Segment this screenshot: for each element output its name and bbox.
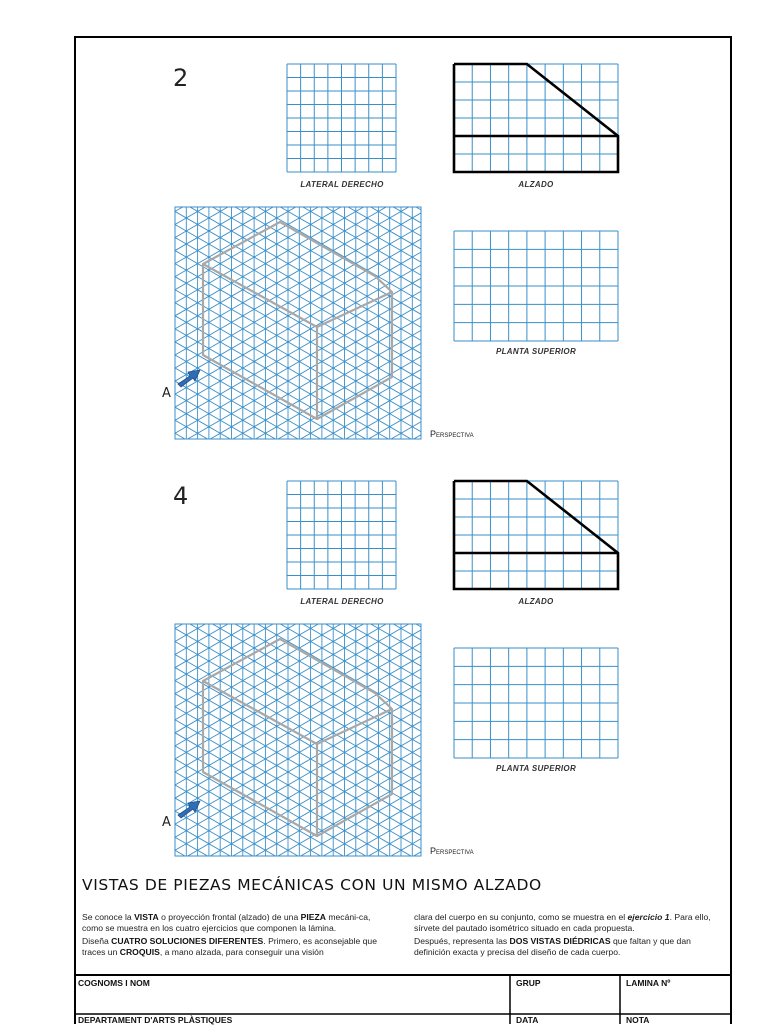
text-run-emphasis: CROQUIS (119, 947, 160, 957)
instructions-paragraph (414, 936, 726, 958)
planta-superior-label-4: PLANTA SUPERIOR (495, 764, 577, 773)
text-run-emphasis: DOS VISTAS DIÉDRICAS (509, 936, 611, 946)
instructions-paragraph (82, 936, 388, 958)
text-run: o proyección frontal (alzado) de una (158, 912, 301, 922)
group-field-label: GRUP (516, 978, 541, 988)
instructions-paragraph (82, 912, 388, 934)
lateral-derecho-grid-4 (287, 481, 396, 589)
text-run-emphasis: CUATRO SOLUCIONES DIFERENTES (111, 936, 264, 946)
instructions-column-2 (414, 912, 726, 960)
grade-field-label: NOTA (626, 1015, 650, 1025)
title-block (74, 974, 732, 1024)
view-direction-arrow-4 (178, 801, 200, 818)
lateral-derecho-label-2: LATERAL DERECHO (300, 180, 384, 189)
text-run: . Para ello, sírvete del pautado isométrico situado en cada propuesta. (414, 912, 711, 933)
planta-superior-grid-4 (454, 648, 618, 758)
view-arrow-label-4: A (162, 815, 171, 830)
text-run-italic: ejercicio 1 (627, 912, 670, 922)
text-run: Se conoce la (82, 912, 135, 922)
planta-superior-grid-2 (454, 231, 618, 341)
isometric-grid-2 (175, 0, 421, 954)
perspective-label-4: Perspectiva (430, 846, 474, 856)
text-run: clara del cuerpo en su conjunto, como se muestra en el (414, 912, 628, 922)
sheet-title: VISTAS DE PIEZAS MECÁNICAS CON UN MISMO ALZADO (82, 876, 542, 894)
text-run: que faltan y que dan definición exacta y precisa del diseño de cada cuerpo. (414, 936, 691, 957)
text-run-emphasis: VISTA (134, 912, 159, 922)
text-run: mecáni-ca, como se muestra en los cuatro ejercicios que componen la lámina. (82, 912, 371, 933)
department-label: DEPARTAMENT D'ARTS PLÀSTIQUES (78, 1015, 233, 1025)
alzado-label-4: ALZADO (518, 597, 554, 606)
name-field-label: COGNOMS I NOM (78, 978, 150, 988)
date-field-label: DATA (516, 1015, 539, 1025)
text-run-emphasis: PIEZA (300, 912, 326, 922)
instructions-column-1 (82, 912, 388, 960)
lateral-derecho-label-4: LATERAL DERECHO (300, 597, 384, 606)
alzado-label-2: ALZADO (518, 180, 554, 189)
instructions-paragraph (414, 912, 726, 934)
text-run: . Primero, es aconsejable que traces un (82, 936, 377, 957)
view-arrow-label-2: A (162, 386, 171, 401)
planta-superior-label-2: PLANTA SUPERIOR (495, 347, 577, 356)
view-direction-arrow-2 (178, 370, 200, 387)
text-run: , a mano alzada, para conseguir una visión (159, 947, 324, 957)
sheet-number-field-label: LAMINA Nº (626, 978, 671, 988)
exercise-number-4: 4 (173, 482, 189, 510)
sketch-top-edge-2 (317, 292, 392, 327)
text-run: Diseña (82, 936, 112, 946)
exercise-number-2: 2 (173, 64, 189, 92)
sketch-top-edge-4 (317, 709, 392, 744)
lateral-derecho-grid-2 (287, 64, 396, 172)
perspective-label-2: Perspectiva (430, 429, 474, 439)
text-run: Después, representa las (414, 936, 510, 946)
